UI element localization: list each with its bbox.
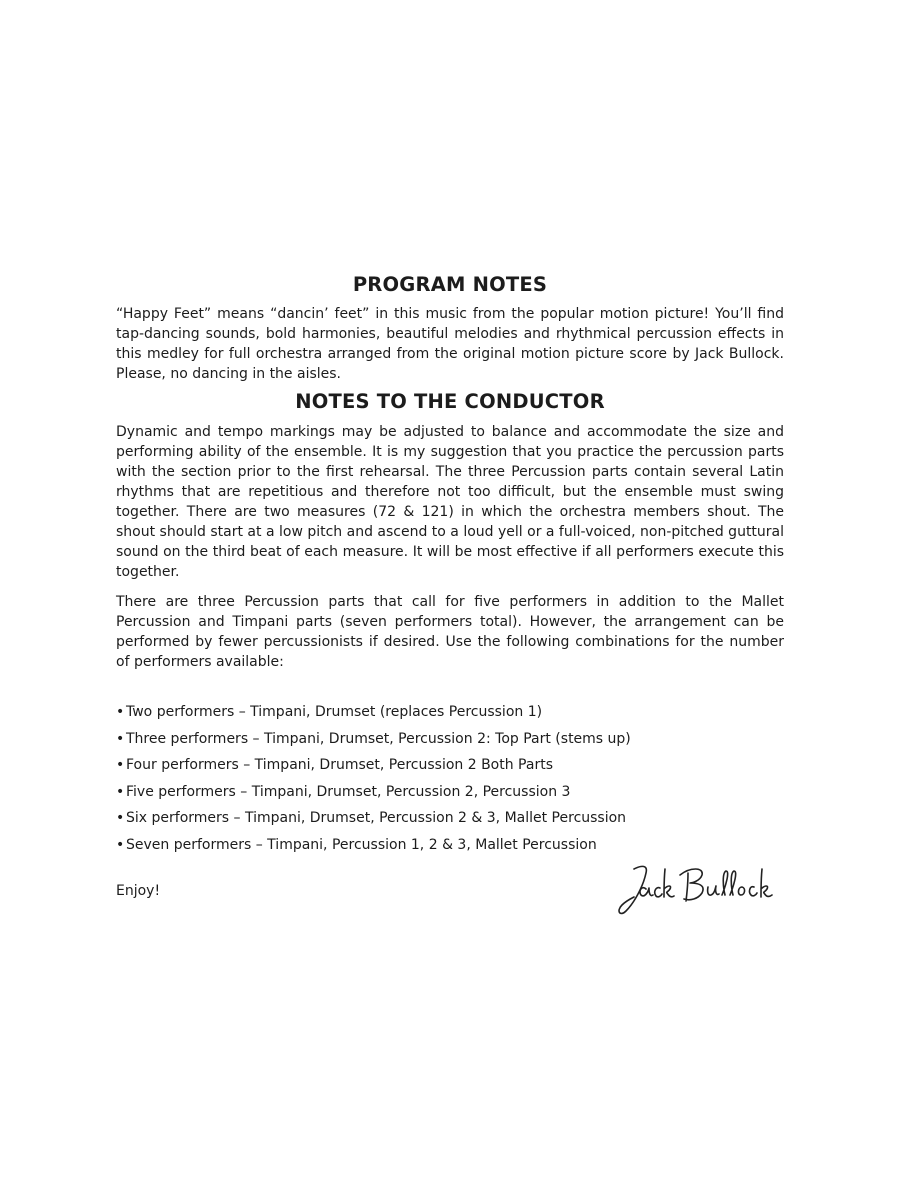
list-item-text: Three performers – Timpani, Drumset, Percussion 2: Top Part (stems up) [126,730,631,747]
conductor-paragraph-2: There are three Percussion parts that call for five performers in addition to the Mallet Percussion and Timpani parts (seven performers total). However, the arrangement can be performed by fewer percussionists if desired. Use the following combinations for the number of performers available: [116,594,784,670]
list-item [116,779,784,806]
list-item-text: Four performers – Timpani, Drumset, Percussion 2 Both Parts [126,757,553,773]
program-notes-heading: PROGRAM NOTES [352,273,548,296]
bullet-icon: • [116,810,125,826]
list-item-text: Six performers – Timpani, Drumset, Percussion 2 & 3, Mallet Percussion [126,810,627,826]
bullet-icon: • [116,836,125,853]
list-item [116,805,784,832]
performer-combinations-list [116,699,784,858]
conductor-paragraph-1: Dynamic and tempo markings may be adjusted to balance and accommodate the size and performing ability of the ensemble. It is my suggestion that you practice the percussion parts with the section prior to the first rehearsal. The three Percussion parts contain several Latin rhythms that are repetitious and therefore not too difficult, but the ensemble must swing together. There are two measures (72 & 121) in which the orchestra members shout. The shout should start at a low pitch and ascend to a loud yell or a full-voiced, non-pitched guttural sound on the third beat of each measure. It will be most effective if all performers execute this together. [116,424,785,580]
conductor-notes-heading: NOTES TO THE CONDUCTOR [295,390,605,413]
bullet-icon: • [116,730,125,747]
document-page [116,270,784,901]
bullet-icon: • [116,704,125,720]
list-item-text: Two performers – Timpani, Drumset (replaces Percussion 1) [126,704,543,720]
list-item [116,726,784,753]
signature-image [612,855,782,925]
list-item [116,752,784,779]
bullet-icon: • [116,783,125,800]
list-item-text: Five performers – Timpani, Drumset, Percussion 2, Percussion 3 [126,783,571,800]
bullet-icon: • [116,757,125,773]
closing-text: Enjoy! [116,883,161,899]
list-item-text: Seven performers – Timpani, Percussion 1, 2 & 3, Mallet Percussion [126,836,597,853]
program-notes-body: “Happy Feet” means “dancin’ feet” in this music from the popular motion picture! You’ll find tap-dancing sounds, bold harmonies, beautiful melodies and rhythmical percussion effects in this medley for full orchestra arranged from the original motion picture score by Jack Bullock. Please, no dancing in the aisles. [116,306,784,382]
list-item [116,699,784,726]
